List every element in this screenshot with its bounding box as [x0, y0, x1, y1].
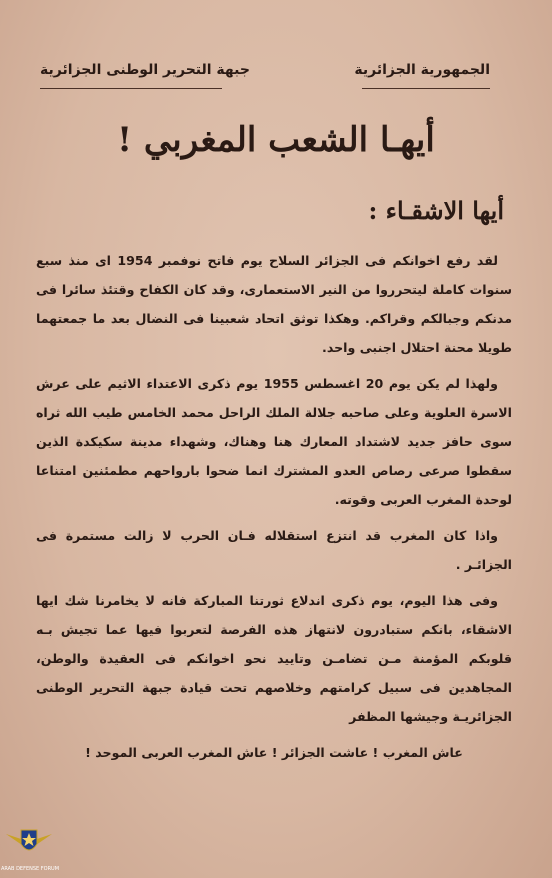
page-title: أيهـا الشعب المغربي ! [117, 120, 435, 160]
salutation: أيها الاشقـاء : [368, 196, 504, 225]
header-front: جبهة التحرير الوطنى الجزائرية [40, 62, 250, 78]
header-republic: الجمهورية الجزائرية [354, 62, 490, 78]
letter-body [36, 246, 512, 774]
paragraph-3: واذا كان المغرب قد انتزع استقلاله فـان الحرب لا زالت مستمرة فى الجزائـر . [36, 528, 512, 572]
header-right-rule [362, 88, 490, 89]
forum-logo-icon [6, 820, 52, 864]
watermark-text: ARAB DEFENSE FORUM [0, 866, 60, 872]
header-left-rule [40, 88, 222, 89]
paragraph-2: ولهذا لم يكن يوم 20 اغسطس 1955 يوم ذكرى الاعتداء الاثيم على عرش الاسرة العلوية وعلى صاحبه جلالة الملك الراحل محمد الخامس طيب الله ثراه سوى حافز جديد لاشتداد المعارك هنا وهناك، وشهداء مدينة سكيكدة الذين سقطوا صرعى رصاص العدو المشترك انما ضحوا بارواحهم مطمئنين امتناعا لوحدة المغرب العربى وقوته. [36, 376, 512, 507]
paragraph-4: وفى هذا اليوم، يوم ذكرى اندلاع ثورتنا المباركة فانه لا يخامرنا شك ايها الاشقاء، بانكم ستبادرون لانتهاز هذه الفرصة لتعربوا فيها عما تجيش بـه قلوبكم المؤمنة مـن تضامـن وتاييد نحو اخوانكم فى العقيدة والوطن، المجاهدين فى سبيل كرامتهم وخلاصهم تحت قيادة جبهة التحرير الوطنى الجزائريـة وجيشها المظفر [36, 593, 512, 724]
closing-slogan: عاش المغرب ! عاشت الجزائر ! عاش المغرب العربى الموحد ! [85, 745, 463, 760]
paragraph-1: لقد رفع اخوانكم فى الجزائر السلاح يوم فاتح نوفمبر 1954 اى منذ سبع سنوات كاملة ليتحرروا من النير الاستعمارى، وقد كان الكفاح وقتئذ سائرا فى مدنكم وجبالكم وقراكم. وهكذا توثق اتحاد شعبينا فى النضال بعد ما جمعتهما طويلا محنة احتلال اجنبى واحد. [36, 253, 512, 355]
